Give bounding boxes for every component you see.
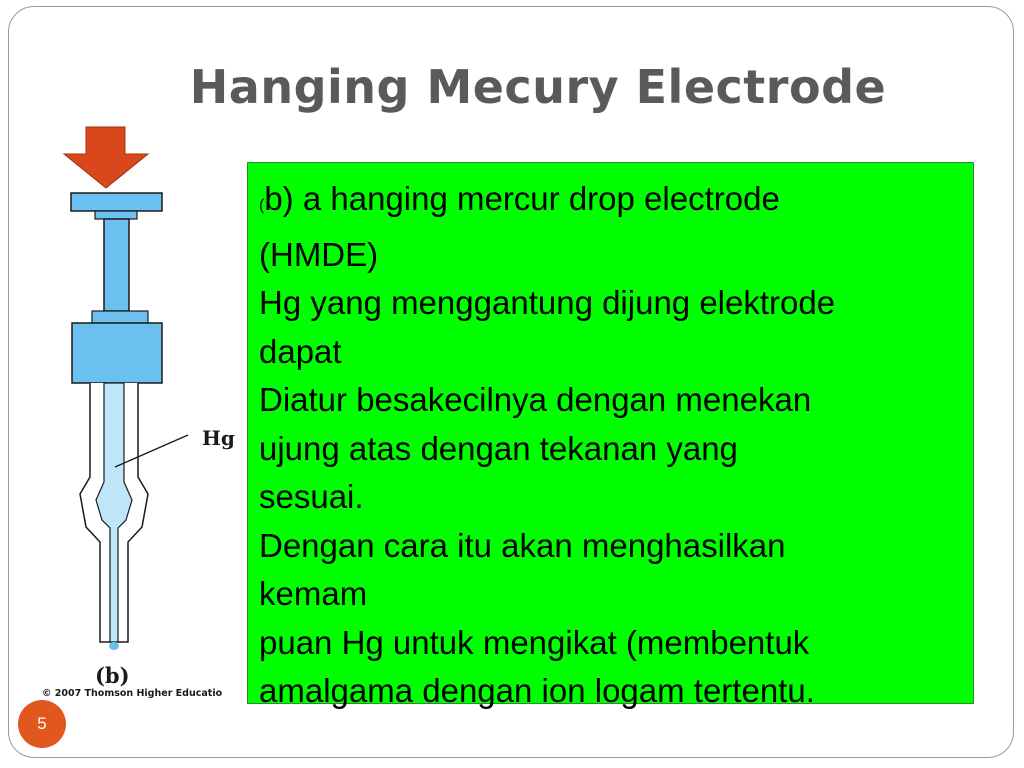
text-line: Diatur besakecilnya dengan menekan [259,381,812,418]
text-line: ujung atas dengan tekanan yang [259,429,738,467]
press-arrow-icon [64,127,148,188]
mercury-drop [109,642,119,650]
hg-label: Hg [202,426,235,450]
electrode-body [72,323,162,383]
text-line: puan Hg untuk mengikat (membentuk [259,623,810,661]
text-line: (HMDE) [259,235,379,273]
text-line: Dengan cara itu akan menghasilkan [259,526,786,564]
electrode-cap [71,193,162,211]
text-line [259,175,963,231]
copyright-text: © 2007 Thomson Higher Educatio [42,688,223,699]
text-line-first: b) a hanging mercur drop electrode [264,180,780,217]
text-line: Hg yang menggantung dijung elektrode [259,284,836,321]
electrode-drawing [30,122,260,712]
open-paren: ( [259,197,265,214]
plunger-rod [104,219,129,311]
text-line: sesuai. [259,478,364,515]
plunger-collar [92,311,148,323]
figure-caption: (b) [95,663,130,688]
text-line: amalgama dengan ion logam tertentu. [259,672,815,709]
text-line: kemam [259,575,368,612]
text-line: dapat [259,332,342,370]
electrode-cap-base [95,211,137,219]
page-number-badge: 5 [18,700,66,748]
electrode-diagram [30,122,260,712]
slide-title: Hanging Mecury Electrode [189,60,887,114]
description-textbox [247,162,974,709]
